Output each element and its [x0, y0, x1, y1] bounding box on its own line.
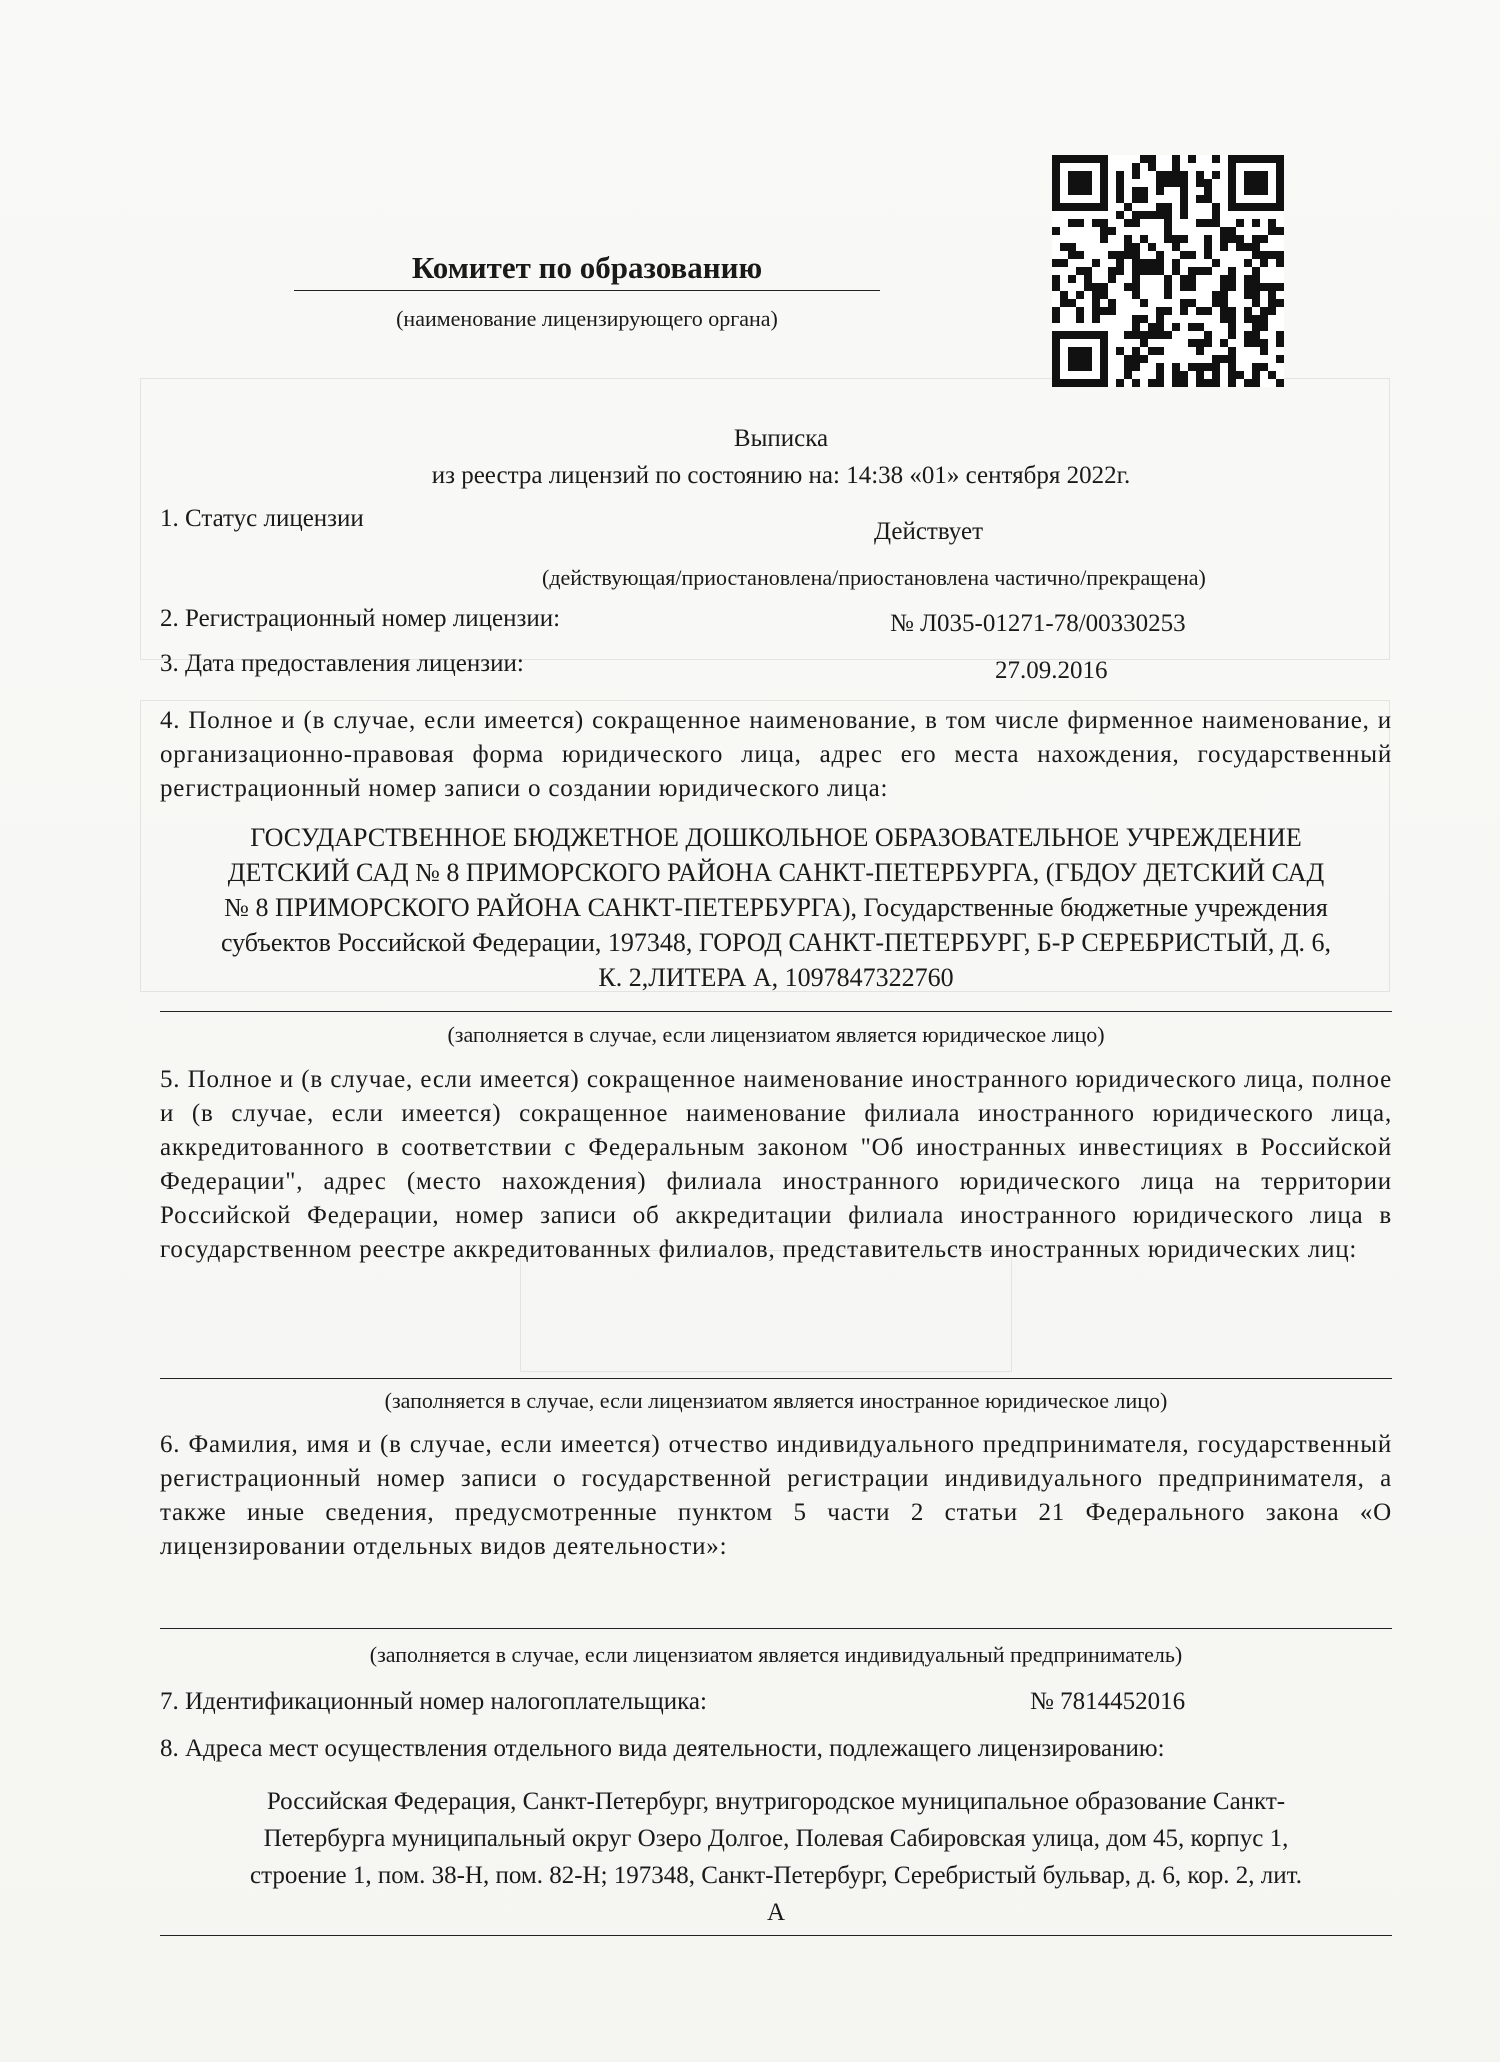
activity-address-line: Российская Федерация, Санкт-Петербург, внутригородское муниципальное образование Санкт- — [266, 1788, 1286, 1815]
inn-value: № 7814452016 — [1030, 1688, 1186, 1715]
item4-text: 4. Полное и (в случае, если имеется) сокращенное наименование, в том числе фирменное наименование, и организационно-правовая форма юридического лица, адрес его места нахождения, государственный регистрационный номер записи о создании юридического лица: — [160, 707, 1392, 802]
activity-address-label: 8. Адреса мест осуществления отдельного вида деятельности, подлежащего лицензированию: — [160, 1735, 1165, 1762]
activity-address-value — [160, 1783, 1392, 1931]
activity-address-line: Петербурга муниципальный округ Озеро Долгое, Полевая Сабировская улица, дом 45, корпус 1, — [263, 1825, 1289, 1852]
item6-text: 6. Фамилия, имя и (в случае, если имеется) отчество индивидуального предпринимателя, государственный регистрационный номер записи о государственной регистрации индивидуального предпринимателя, а также иные сведения, предусмотренные пунктом 5 части 2 статьи 21 Федерального закона «О лицензировании отдельных видов деятельности»: — [160, 1431, 1392, 1560]
legal-entity-line: К. 2,ЛИТЕРА А, 1097847322760 — [598, 963, 954, 992]
item5-text: 5. Полное и (в случае, если имеется) сокращенное наименование иностранного юридического лица, полное и (в случае, если имеется) сокращенное наименование филиала иностранного юридического лица, аккредитованного в соответствии с Федеральным законом "Об иностранных инвестициях в Российской Федерации", адрес (место нахождения) филиала иностранного юридического лица на территории Российской Федерации, номер записи об аккредитации филиала иностранного юридического лица в государственном реестре аккредитованных филиалов, представительств иностранных юридических лиц: — [160, 1066, 1392, 1263]
qr-code — [1052, 155, 1284, 387]
document-subtitle: из реестра лицензий по состоянию на: 14:38 «01» сентября 2022г. — [431, 462, 1131, 489]
license-date-label: 3. Дата предоставления лицензии: — [160, 650, 524, 677]
item6-caption: (заполняется в случае, если лицензиатом является индивидуальный предприниматель) — [369, 1642, 1183, 1667]
license-date-value: 27.09.2016 — [995, 657, 1108, 684]
legal-entity-line: ДЕТСКИЙ САД № 8 ПРИМОРСКОГО РАЙОНА САНКТ-ПЕТЕРБУРГА, (ГБДОУ ДЕТСКИЙ САД — [227, 858, 1325, 887]
licensing-organ-caption: (наименование лицензирующего органа) — [396, 306, 778, 331]
legal-entity-line: субъектов Российской Федерации, 197348, ГОРОД САНКТ-ПЕТЕРБУРГ, Б-Р СЕРЕБРИСТЫЙ, Д. 6, — [220, 928, 1332, 957]
activity-address-line: А — [766, 1899, 786, 1926]
registration-number-value: № Л035-01271-78/00330253 — [890, 610, 1186, 637]
legal-entity-line: ГОСУДАРСТВЕННОЕ БЮДЖЕТНОЕ ДОШКОЛЬНОЕ ОБРАЗОВАТЕЛЬНОЕ УЧРЕЖДЕНИЕ — [250, 823, 1302, 852]
legal-entity-name — [160, 820, 1392, 995]
license-status-caption: (действующая/приостановлена/приостановлена частично/прекращена) — [542, 565, 1206, 590]
item8-underline — [160, 1935, 1392, 1936]
inn-label: 7. Идентификационный номер налогоплательщика: — [160, 1688, 707, 1715]
license-status-label: 1. Статус лицензии — [160, 505, 364, 532]
licensing-organ-name: Комитет по образованию — [294, 250, 880, 291]
item5-caption: (заполняется в случае, если лицензиатом является иностранное юридическое лицо) — [384, 1388, 1168, 1413]
license-status-value: Действует — [874, 518, 983, 545]
item6-underline — [160, 1628, 1392, 1629]
registration-number-label: 2. Регистрационный номер лицензии: — [160, 605, 561, 632]
item4-underline — [160, 1011, 1392, 1012]
document-title: Выписка — [733, 425, 829, 452]
item5-underline — [160, 1378, 1392, 1379]
item4-caption: (заполняется в случае, если лицензиатом является юридическое лицо) — [447, 1022, 1105, 1047]
activity-address-line: строение 1, пом. 38-Н, пом. 82-Н; 197348, Санкт-Петербург, Серебристый бульвар, д. 6, кор. 2, лит. — [250, 1862, 1302, 1889]
legal-entity-line: № 8 ПРИМОРСКОГО РАЙОНА САНКТ-ПЕТЕРБУРГА), Государственные бюджетные учреждения — [224, 893, 1328, 922]
